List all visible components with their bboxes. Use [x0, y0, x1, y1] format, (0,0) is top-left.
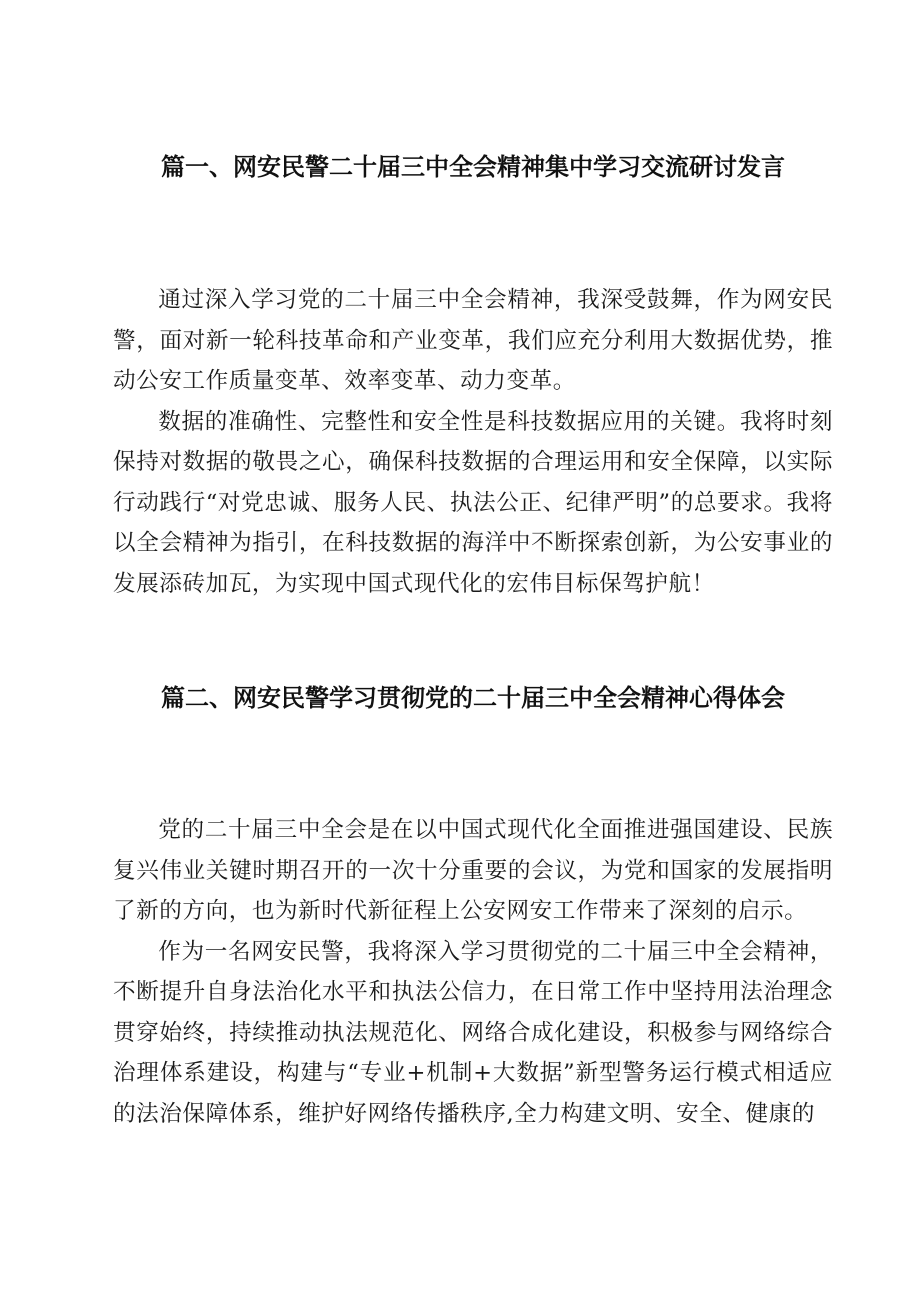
section-1-body [113, 280, 833, 604]
paragraph: 通过深入学习党的二十届三中全会精神，我深受鼓舞，作为网安民警，面对新一轮科技革命和产业变革，我们应充分利用大数据优势，推动公安工作质量变革、效率变革、动力变革。 [113, 287, 833, 394]
paragraph: 党的二十届三中全会是在以中国式现代化全面推进强国建设、民族复兴伟业关键时期召开的一次十分重要的会议，为党和国家的发展指明了新的方向，也为新时代新征程上公安网安工作带来了深刻的启示。 [113, 817, 833, 924]
paragraph: 数据的准确性、完整性和安全性是科技数据应用的关键。我将时刻保持对数据的敬畏之心，确保科技数据的合理运用和安全保障，以实际行动践行“对党忠诚、服务人民、执法公正、纪律严明”的总要求。我将以全会精神为指引，在科技数据的海洋中不断探索创新，为公安事业的发展添砖加瓦，为实现中国式现代化的宏伟目标保驾护航！ [113, 408, 833, 597]
section-1-title: 篇一、网安民警二十届三中全会精神集中学习交流研讨发言 [161, 153, 785, 181]
section-2-title: 篇二、网安民警学习贯彻党的二十届三中全会精神心得体会 [161, 684, 785, 712]
section-2-body [113, 810, 833, 1134]
paragraph: 作为一名网安民警，我将深入学习贯彻党的二十届三中全会精神，不断提升自身法治化水平和执法公信力，在日常工作中坚持用法治理念贯穿始终，持续推动执法规范化、网络合成化建设，积极参与网络综合治理体系建设，构建与“专业+机制+大数据”新型警务运行模式相适应的法治保障体系，维护好网络传播秩序,全力构建文明、安全、健康的 [113, 938, 833, 1127]
